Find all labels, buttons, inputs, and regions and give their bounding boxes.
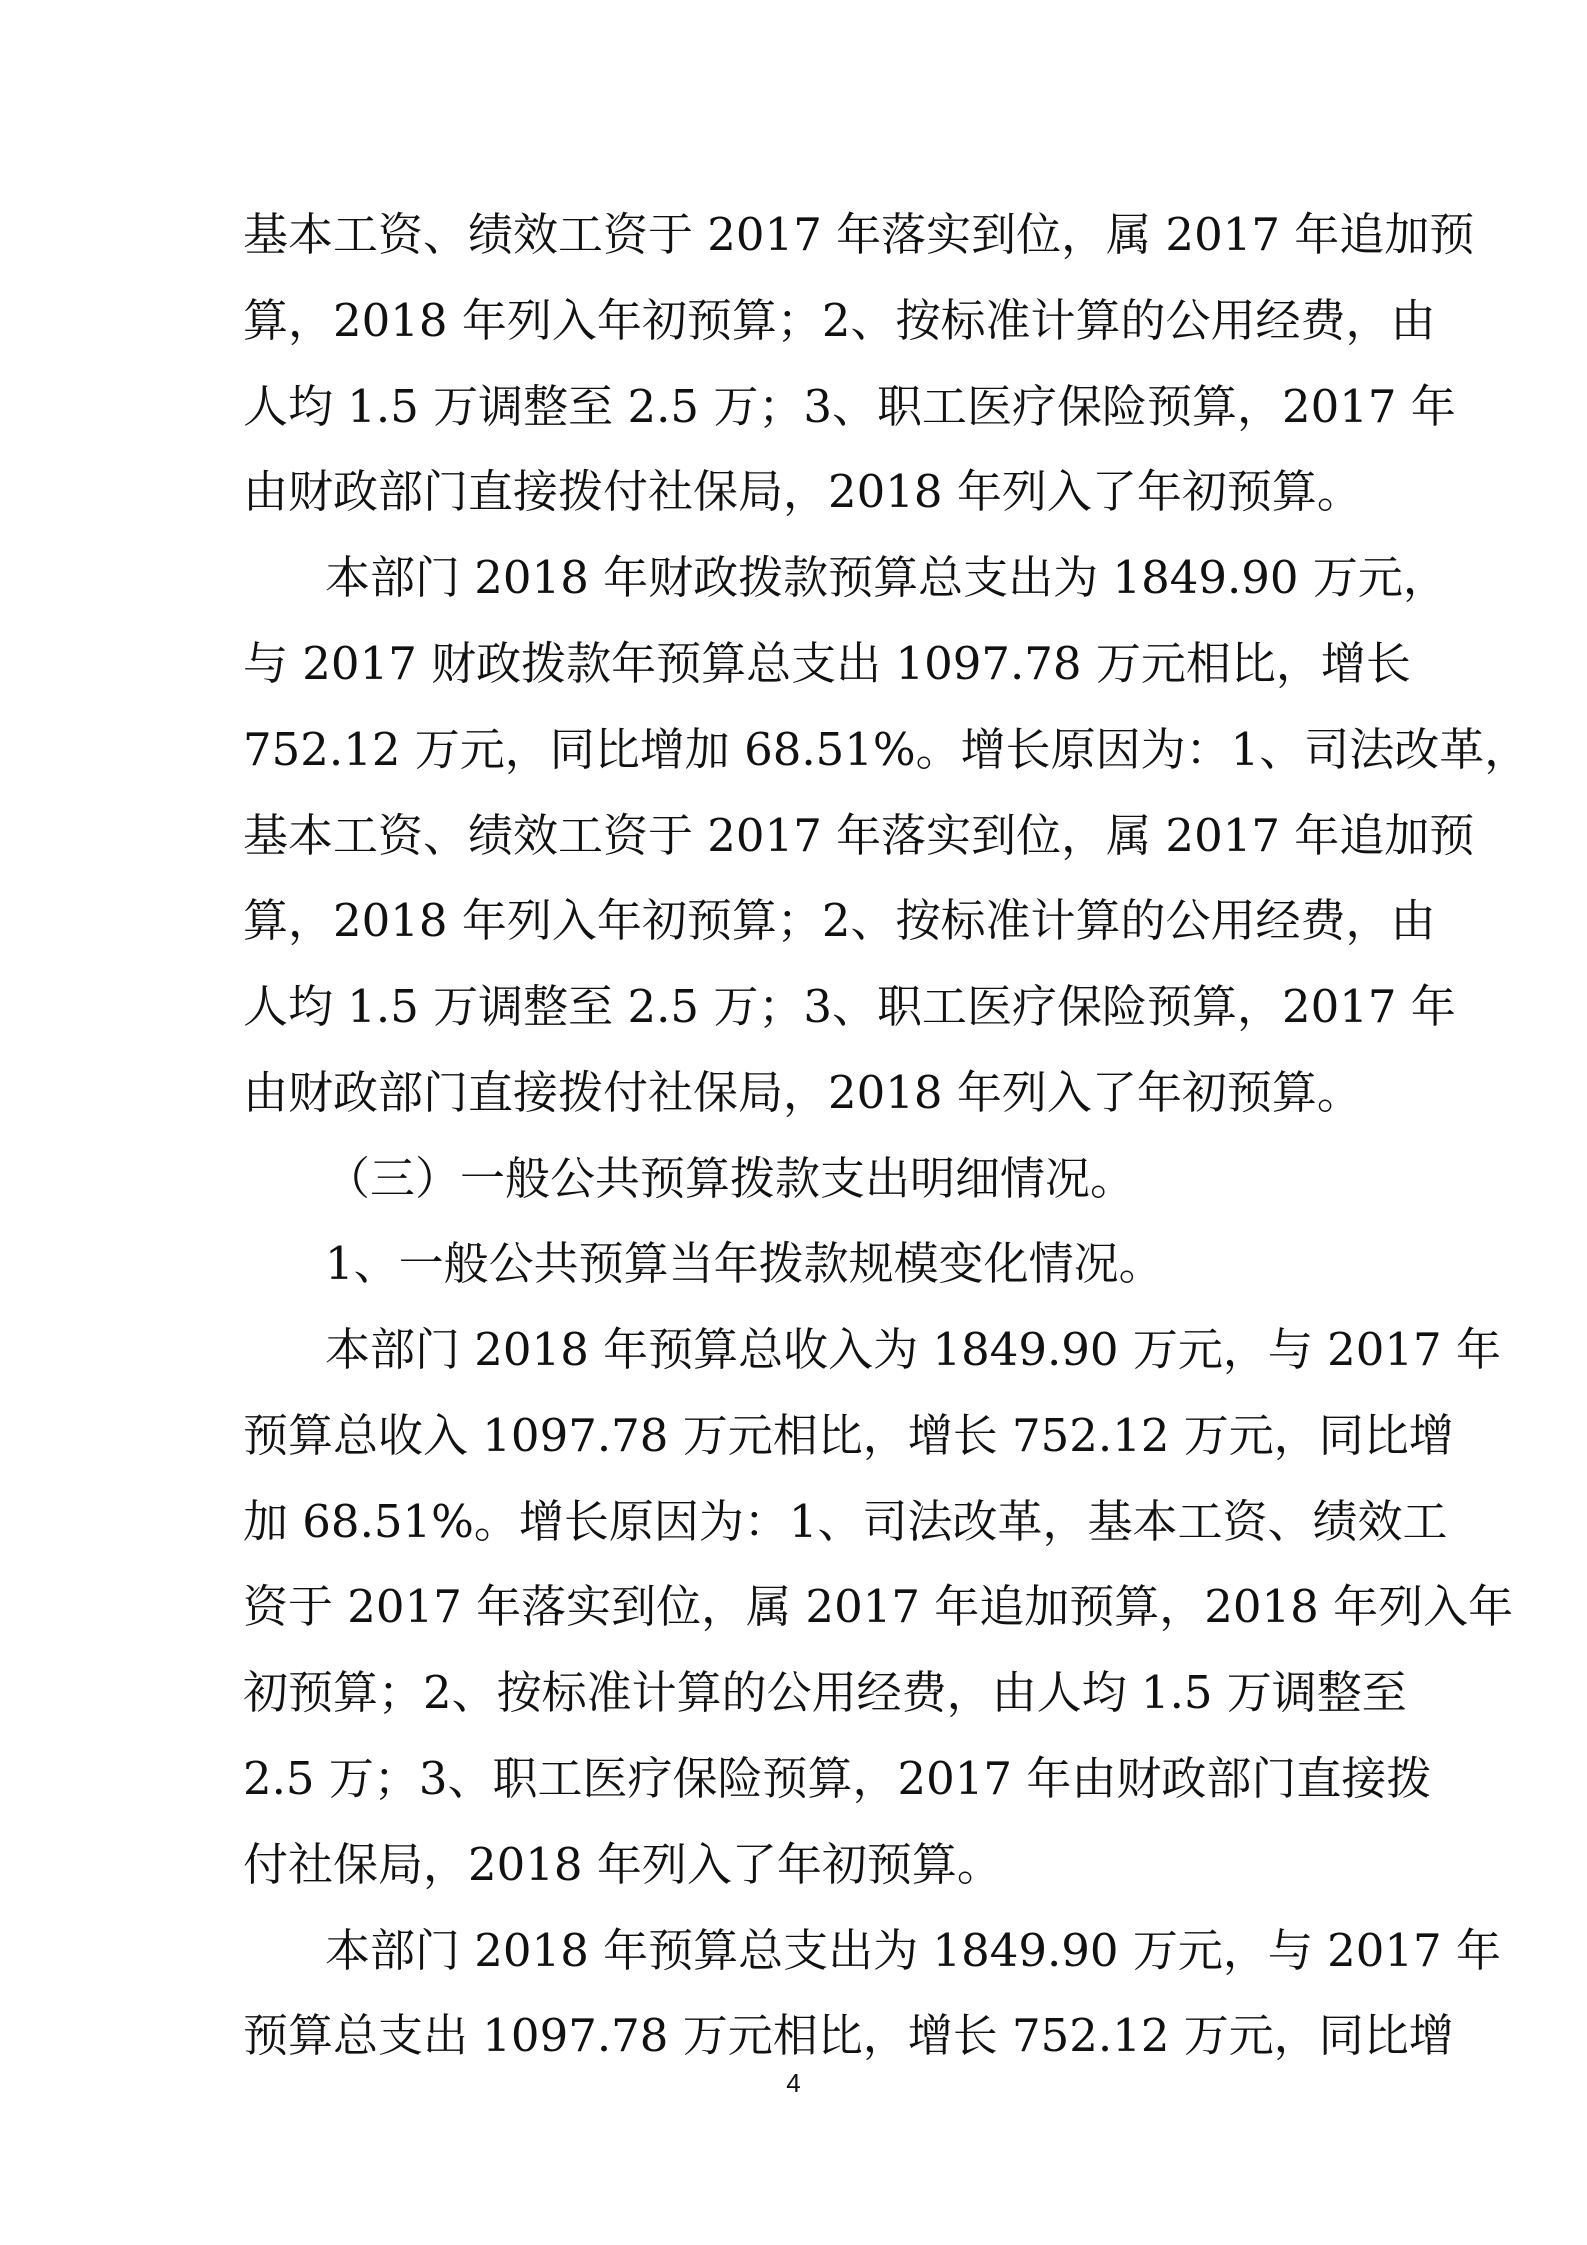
page-number: 4 bbox=[786, 2068, 801, 2098]
text-line: 付社保局，2018 年列入了年初预算。 bbox=[243, 1838, 1002, 1891]
text-line: 2.5 万；3、职工医疗保险预算，2017 年由财政部门直接拨 bbox=[243, 1752, 1432, 1805]
paragraph-first-line: 本部门 2018 年预算总收入为 1849.90 万元，与 2017 年 bbox=[325, 1323, 1501, 1376]
text-line: 752.12 万元，同比增加 68.51%。增长原因为：1、司法改革， bbox=[243, 723, 1530, 776]
subsection-heading: 1、一般公共预算当年拨款规模变化情况。 bbox=[325, 1237, 1164, 1290]
paragraph-first-line: 本部门 2018 年财政拨款预算总支出为 1849.90 万元， bbox=[325, 551, 1448, 604]
text-line: 基本工资、绩效工资于 2017 年落实到位，属 2017 年追加预 bbox=[243, 208, 1475, 261]
text-line: 由财政部门直接拨付社保局，2018 年列入了年初预算。 bbox=[243, 1066, 1362, 1119]
text-line: 算，2018 年列入年初预算；2、按标准计算的公用经费，由 bbox=[243, 894, 1436, 947]
text-line: 预算总收入 1097.78 万元相比，增长 752.12 万元，同比增 bbox=[243, 1409, 1454, 1462]
text-line: 基本工资、绩效工资于 2017 年落实到位，属 2017 年追加预 bbox=[243, 809, 1475, 862]
text-line: 与 2017 财政拨款年预算总支出 1097.78 万元相比，增长 bbox=[243, 637, 1411, 690]
text-line: 算，2018 年列入年初预算；2、按标准计算的公用经费，由 bbox=[243, 294, 1436, 347]
text-line: 加 68.51%。增长原因为：1、司法改革，基本工资、绩效工 bbox=[243, 1495, 1448, 1548]
text-line: 人均 1.5 万调整至 2.5 万；3、职工医疗保险预算，2017 年 bbox=[243, 380, 1456, 433]
text-line: 资于 2017 年落实到位，属 2017 年追加预算，2018 年列入年 bbox=[243, 1580, 1514, 1633]
text-line: 初预算；2、按标准计算的公用经费，由人均 1.5 万调整至 bbox=[243, 1666, 1407, 1719]
text-line: 由财政部门直接拨付社保局，2018 年列入了年初预算。 bbox=[243, 465, 1362, 518]
text-line: 预算总支出 1097.78 万元相比，增长 752.12 万元，同比增 bbox=[243, 2009, 1454, 2062]
section-heading: （三）一般公共预算拨款支出明细情况。 bbox=[325, 1152, 1136, 1205]
text-line: 人均 1.5 万调整至 2.5 万；3、职工医疗保险预算，2017 年 bbox=[243, 980, 1456, 1033]
paragraph-first-line: 本部门 2018 年预算总支出为 1849.90 万元，与 2017 年 bbox=[325, 1924, 1501, 1977]
